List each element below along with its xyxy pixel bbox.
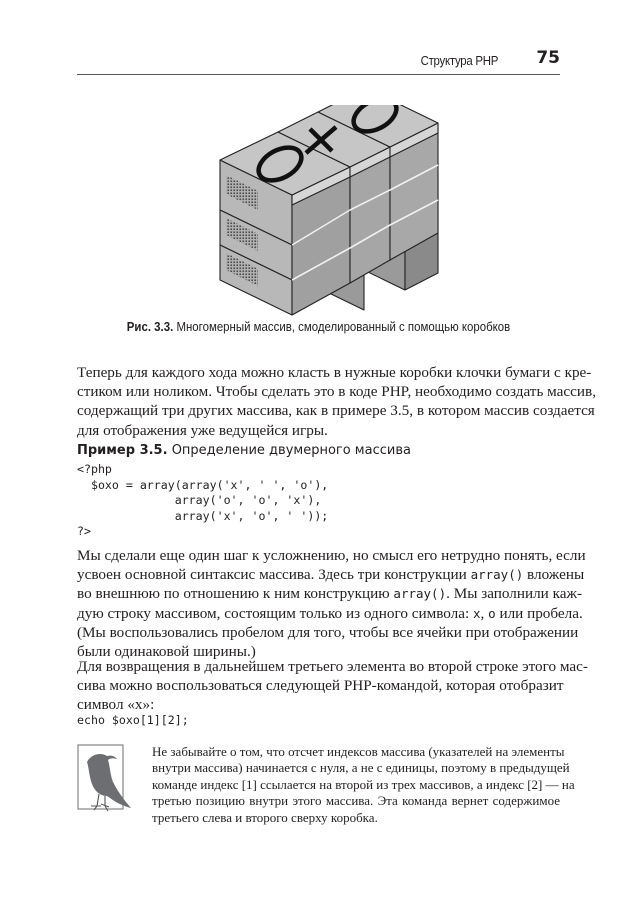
running-header: [77, 48, 560, 75]
code-line: ?>: [77, 524, 91, 539]
code-line: echo $oxo[1][2];: [77, 713, 189, 727]
text-line: сива можно воспользоваться следующей PHP-командой, которая отобразит: [77, 677, 564, 695]
text-fragment: ,: [480, 604, 489, 622]
code-line: array('x', 'o', ' '));: [77, 508, 329, 523]
inline-code: x: [473, 605, 481, 621]
example-label: Пример 3.5.: [77, 443, 168, 458]
text-line: команде индекс [1] ссылается на второй из трех массивов, а индекс [2] — на: [152, 776, 575, 792]
inline-code: o: [488, 605, 496, 621]
text-line: [77, 584, 583, 603]
text-line: (Мы воспользовались пробелом для того, чтобы все ячейки при отображении: [77, 623, 579, 641]
example-title-text: Определение двумерного массива: [171, 443, 411, 458]
note-callout: [77, 744, 575, 825]
code-line: array('o', 'o', 'x'),: [77, 493, 322, 508]
code-echo: [77, 713, 189, 729]
code-listing: [77, 462, 328, 540]
inline-code: array(): [470, 567, 524, 583]
paragraph-intro: [77, 363, 596, 440]
text-line: [77, 565, 585, 584]
code-line: $oxo = array(array('x', ' ', 'o'),: [77, 477, 329, 492]
text-line: внутри массива) начинается с нуля, а не с единицы, поэтому в предыдущей: [152, 760, 570, 776]
inline-code: array(): [393, 586, 447, 602]
figure-caption: [38, 319, 599, 334]
text-line: [77, 604, 583, 623]
text-line: Не забывайте о том, что отсчет индексов массива (указателей на элементы: [152, 744, 565, 759]
stacked-boxes-illustration: [200, 105, 445, 320]
text-line: для отображения уже ведущейся игры.: [77, 421, 328, 439]
text-line: третью позицию внутри этого массива. Эта команда вернет содержимое: [152, 793, 560, 809]
text-line: были одинаковой ширины.): [77, 643, 256, 661]
text-line: Теперь для каждого хода можно класть в нужные коробки клочки бумаги с кре-: [77, 364, 592, 381]
text-line: содержащий три других массива, как в примере 3.5, в котором массив создается: [77, 402, 595, 420]
text-line: третьего слева и второго сверху коробка.: [152, 809, 378, 825]
code-line: <?php: [77, 462, 112, 476]
text-fragment: . Мы заполнили каж-: [446, 585, 583, 603]
text-fragment: или пробела.: [495, 604, 583, 622]
paragraph-explanation: [77, 546, 586, 661]
paragraph-echo: [77, 657, 588, 715]
text-fragment: усвоен основной синтаксис массива. Здесь три конструкции: [77, 566, 471, 584]
text-fragment: во внешнюю по отношению к ним конструкцию: [77, 585, 394, 603]
caption-text: Многомерный массив, смоделированный с помощью коробков: [176, 319, 511, 334]
example-heading: [77, 443, 411, 458]
text-line: Мы сделали еще один шаг к усложнению, но смысл его нетрудно понять, если: [77, 547, 586, 564]
text-line: символ «x»:: [77, 696, 155, 714]
note-text: [152, 744, 575, 826]
page-number: 75: [536, 48, 560, 68]
text-line: стиком или ноликом. Чтобы сделать это в коде PHP, необходимо создать массив,: [77, 383, 596, 401]
text-fragment: вложены: [523, 566, 585, 584]
section-title: Структура PHP: [420, 53, 498, 68]
caption-label: Рис. 3.3.: [126, 319, 174, 334]
text-line: Для возвращения в дальнейшем третьего элемента во второй строке этого мас-: [77, 658, 588, 675]
text-fragment: дую строку массивом, состоящим только из одного символа:: [77, 604, 473, 622]
crow-icon: [77, 744, 134, 814]
